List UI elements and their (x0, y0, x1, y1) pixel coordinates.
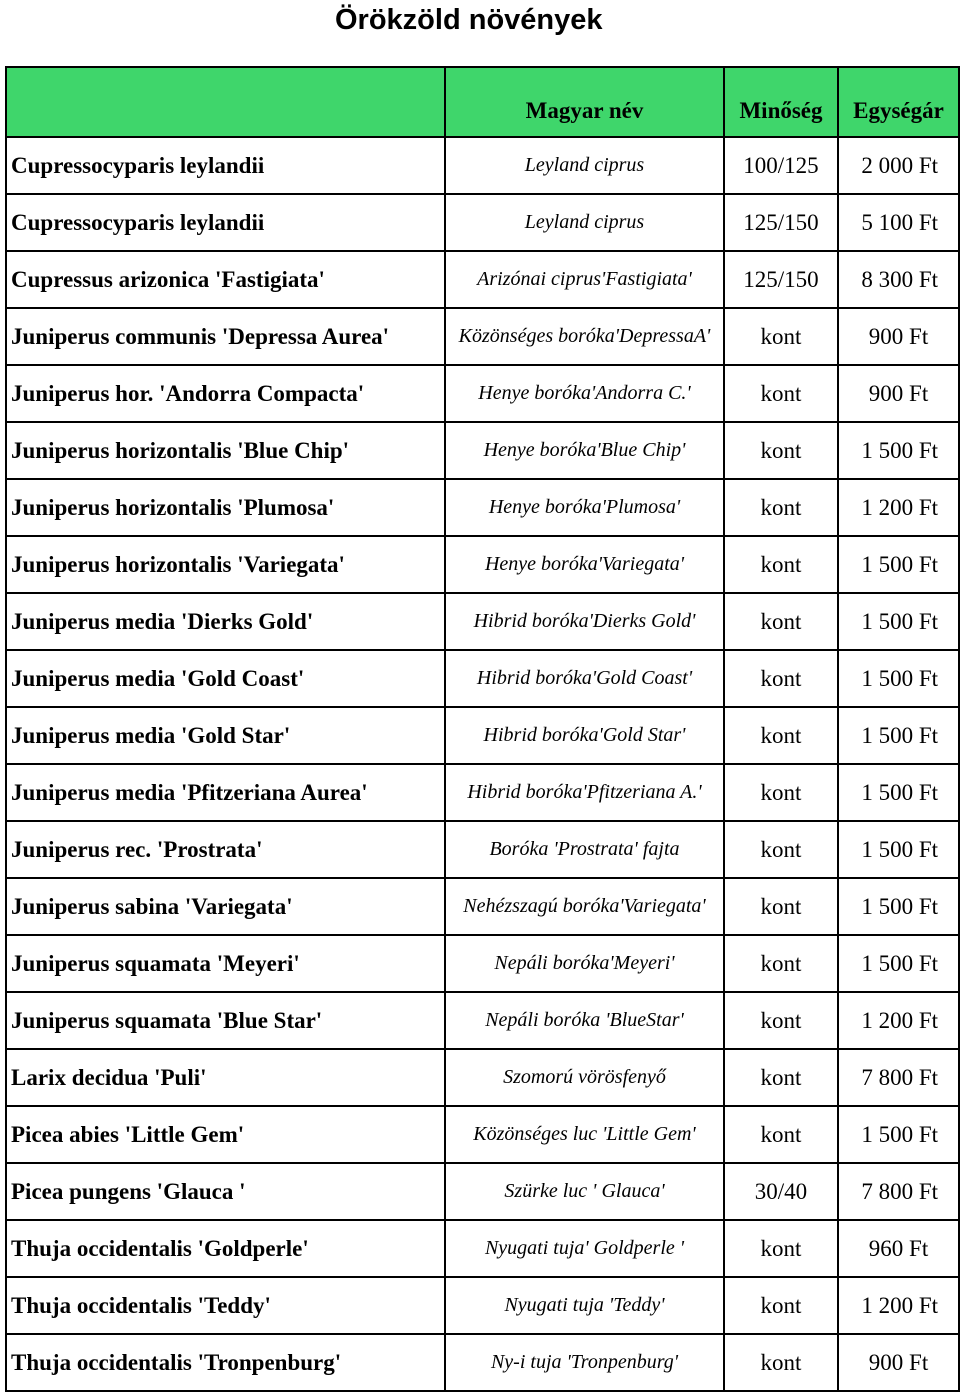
latin-name-cell: Juniperus hor. 'Andorra Compacta' (6, 365, 445, 422)
quality-cell: kont (724, 479, 838, 536)
table-row (6, 1163, 959, 1220)
price-cell: 1 500 Ft (838, 422, 959, 479)
latin-name-cell: Thuja occidentalis 'Tronpenburg' (6, 1334, 445, 1391)
price-cell: 1 500 Ft (838, 1106, 959, 1163)
quality-cell: 125/150 (724, 251, 838, 308)
hungarian-name-cell: Szomorú vörösfenyő (445, 1049, 724, 1106)
price-cell: 2 000 Ft (838, 137, 959, 194)
table-row (6, 707, 959, 764)
quality-cell: kont (724, 1106, 838, 1163)
latin-name-cell: Cupressus arizonica 'Fastigiata' (6, 251, 445, 308)
table-row (6, 479, 959, 536)
table-row (6, 992, 959, 1049)
hungarian-name-cell: Közönséges luc 'Little Gem' (445, 1106, 724, 1163)
quality-cell: kont (724, 878, 838, 935)
hungarian-name-cell: Nehézszagú boróka'Variegata' (445, 878, 724, 935)
latin-name-cell: Juniperus horizontalis 'Plumosa' (6, 479, 445, 536)
table-row (6, 1334, 959, 1391)
table-row (6, 764, 959, 821)
hungarian-name-cell: Boróka 'Prostrata' fajta (445, 821, 724, 878)
table-row (6, 650, 959, 707)
price-table (5, 66, 960, 1392)
quality-cell: kont (724, 422, 838, 479)
latin-name-cell: Juniperus sabina 'Variegata' (6, 878, 445, 935)
price-cell: 1 500 Ft (838, 536, 959, 593)
quality-cell: kont (724, 935, 838, 992)
price-cell: 1 500 Ft (838, 650, 959, 707)
latin-name-cell: Juniperus media 'Pfitzeriana Aurea' (6, 764, 445, 821)
table-row (6, 935, 959, 992)
price-cell: 1 200 Ft (838, 992, 959, 1049)
table-row (6, 308, 959, 365)
price-cell: 5 100 Ft (838, 194, 959, 251)
latin-name-cell: Juniperus communis 'Depressa Aurea' (6, 308, 445, 365)
quality-cell: kont (724, 308, 838, 365)
table-row (6, 251, 959, 308)
quality-cell: kont (724, 365, 838, 422)
price-cell: 1 200 Ft (838, 1277, 959, 1334)
table-row (6, 365, 959, 422)
table-body (6, 137, 959, 1391)
quality-cell: kont (724, 992, 838, 1049)
price-cell: 1 200 Ft (838, 479, 959, 536)
table-row (6, 536, 959, 593)
quality-cell: kont (724, 821, 838, 878)
header-quality: Minőség (724, 67, 838, 137)
hungarian-name-cell: Henye boróka'Blue Chip' (445, 422, 724, 479)
quality-cell: kont (724, 764, 838, 821)
table-row (6, 194, 959, 251)
header-hungarian-name: Magyar név (445, 67, 724, 137)
quality-cell: kont (724, 1334, 838, 1391)
hungarian-name-cell: Leyland ciprus (445, 194, 724, 251)
hungarian-name-cell: Arizónai ciprus'Fastigiata' (445, 251, 724, 308)
latin-name-cell: Juniperus horizontalis 'Blue Chip' (6, 422, 445, 479)
price-cell: 960 Ft (838, 1220, 959, 1277)
latin-name-cell: Cupressocyparis leylandii (6, 194, 445, 251)
table-row (6, 821, 959, 878)
price-cell: 900 Ft (838, 365, 959, 422)
price-cell: 1 500 Ft (838, 593, 959, 650)
hungarian-name-cell: Henye boróka'Andorra C.' (445, 365, 724, 422)
price-cell: 1 500 Ft (838, 935, 959, 992)
quality-cell: kont (724, 1277, 838, 1334)
header-unit-price: Egységár (838, 67, 959, 137)
latin-name-cell: Juniperus squamata 'Blue Star' (6, 992, 445, 1049)
latin-name-cell: Thuja occidentalis 'Goldperle' (6, 1220, 445, 1277)
hungarian-name-cell: Leyland ciprus (445, 137, 724, 194)
quality-cell: kont (724, 650, 838, 707)
price-cell: 1 500 Ft (838, 878, 959, 935)
latin-name-cell: Picea abies 'Little Gem' (6, 1106, 445, 1163)
hungarian-name-cell: Hibrid boróka'Gold Coast' (445, 650, 724, 707)
hungarian-name-cell: Nyugati tuja' Goldperle ' (445, 1220, 724, 1277)
hungarian-name-cell: Szürke luc ' Glauca' (445, 1163, 724, 1220)
latin-name-cell: Picea pungens 'Glauca ' (6, 1163, 445, 1220)
latin-name-cell: Cupressocyparis leylandii (6, 137, 445, 194)
price-cell: 8 300 Ft (838, 251, 959, 308)
hungarian-name-cell: Nepáli boróka 'BlueStar' (445, 992, 724, 1049)
quality-cell: 125/150 (724, 194, 838, 251)
hungarian-name-cell: Henye boróka'Plumosa' (445, 479, 724, 536)
quality-cell: 100/125 (724, 137, 838, 194)
latin-name-cell: Juniperus horizontalis 'Variegata' (6, 536, 445, 593)
quality-cell: kont (724, 707, 838, 764)
hungarian-name-cell: Ny-i tuja 'Tronpenburg' (445, 1334, 724, 1391)
table-row (6, 878, 959, 935)
table-row (6, 593, 959, 650)
hungarian-name-cell: Nyugati tuja 'Teddy' (445, 1277, 724, 1334)
hungarian-name-cell: Henye boróka'Variegata' (445, 536, 724, 593)
latin-name-cell: Juniperus squamata 'Meyeri' (6, 935, 445, 992)
quality-cell: kont (724, 1220, 838, 1277)
price-cell: 900 Ft (838, 1334, 959, 1391)
hungarian-name-cell: Hibrid boróka'Dierks Gold' (445, 593, 724, 650)
page-title: Örökzöld növények (335, 4, 603, 36)
latin-name-cell: Thuja occidentalis 'Teddy' (6, 1277, 445, 1334)
table-row (6, 1220, 959, 1277)
latin-name-cell: Juniperus media 'Gold Star' (6, 707, 445, 764)
price-cell: 1 500 Ft (838, 707, 959, 764)
latin-name-cell: Juniperus media 'Gold Coast' (6, 650, 445, 707)
latin-name-cell: Juniperus rec. 'Prostrata' (6, 821, 445, 878)
table-row (6, 137, 959, 194)
quality-cell: kont (724, 593, 838, 650)
table-row (6, 1049, 959, 1106)
latin-name-cell: Juniperus media 'Dierks Gold' (6, 593, 445, 650)
hungarian-name-cell: Közönséges boróka'DepressaA' (445, 308, 724, 365)
quality-cell: 30/40 (724, 1163, 838, 1220)
price-cell: 1 500 Ft (838, 821, 959, 878)
hungarian-name-cell: Hibrid boróka'Pfitzeriana A.' (445, 764, 724, 821)
quality-cell: kont (724, 536, 838, 593)
latin-name-cell: Larix decidua 'Puli' (6, 1049, 445, 1106)
quality-cell: kont (724, 1049, 838, 1106)
price-cell: 7 800 Ft (838, 1163, 959, 1220)
table-header-row (6, 67, 959, 137)
table-row (6, 1277, 959, 1334)
price-cell: 7 800 Ft (838, 1049, 959, 1106)
price-cell: 900 Ft (838, 308, 959, 365)
header-latin-name (6, 67, 445, 137)
hungarian-name-cell: Nepáli boróka'Meyeri' (445, 935, 724, 992)
price-cell: 1 500 Ft (838, 764, 959, 821)
table-row (6, 422, 959, 479)
hungarian-name-cell: Hibrid boróka'Gold Star' (445, 707, 724, 764)
table-row (6, 1106, 959, 1163)
